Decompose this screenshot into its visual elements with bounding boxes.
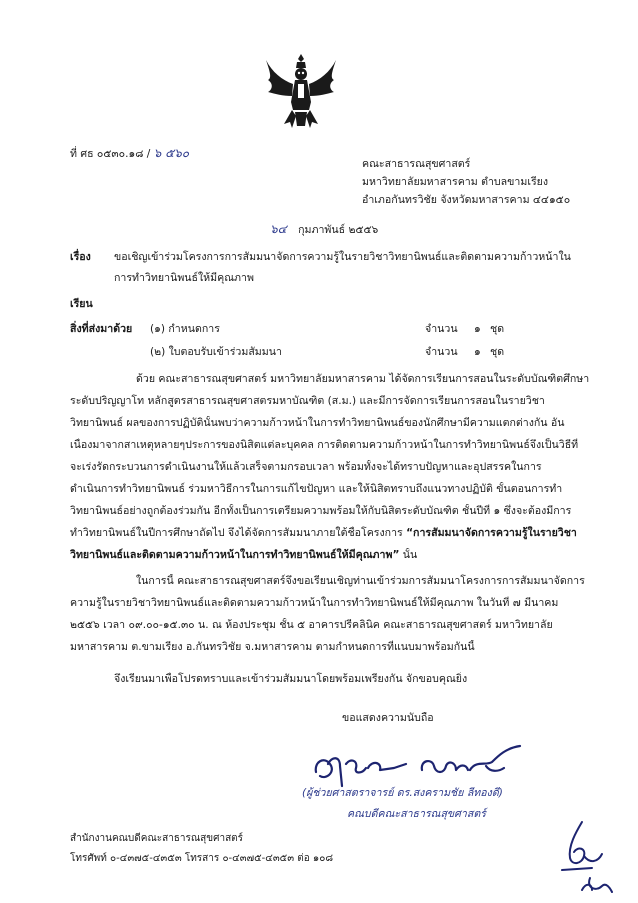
subject-label: เรื่อง	[70, 251, 91, 263]
address-line-2: มหาวิทยาลัยมหาสารคาม ตำบลขามเรียง	[362, 176, 549, 188]
signer-position: คณบดีคณะสาธารณสุขศาสตร์	[347, 808, 486, 820]
body-p1-line-3: วิทยานิพนธ์ ผลของการปฏิบัตินั้นพบว่าความก้าวหน้าในการทำวิทยานิพนธ์ของนักศึกษามีความแตกต่างกัน อัน	[70, 417, 565, 429]
project-title-part-2: วิทยานิพนธ์และติดตามความก้าวหน้าในการทำวิทยานิพนธ์ให้มีคุณภาพ”	[70, 549, 400, 561]
address-line-3: อำเภอกันทรวิชัย จังหวัดมหาสารคาม ๔๔๑๕๐	[362, 194, 571, 206]
signer-name: (ผู้ช่วยศาสตราจารย์ ดร.สงครามชัย ลีทองดี)	[302, 787, 503, 799]
body-p3: จึงเรียนมาเพื่อโปรดทราบและเข้าร่วมสัมมนาโดยพร้อมเพรียงกัน จักขอบคุณยิ่ง	[114, 673, 468, 685]
date-day-handwritten: ๖๔	[270, 222, 287, 236]
subject-line-1: ขอเชิญเข้าร่วมโครงการการสัมมนาจัดการความรู้ในรายวิชาวิทยานิพนธ์และติดตามความก้าวหน้าใน	[114, 251, 571, 263]
footer-phone: โทรศัพท์ ๐-๔๓๗๕-๔๓๕๓ โทรสาร ๐-๔๓๗๕-๔๓๕๓ ต่อ ๑๐๘	[70, 853, 334, 864]
enclosure-item-1-qty-label: จำนวน	[425, 323, 458, 335]
subject-line-2: การทำวิทยานิพนธ์ให้มีคุณภาพ	[114, 272, 254, 284]
body-p1-line-2: ระดับปริญญาโท หลักสูตรสาธารณสุขศาสตรมหาบัณฑิต (ส.ม.) และมีการจัดการเรียนการสอนในรายวิชา	[70, 395, 545, 407]
reference-number-printed: ที่ ศธ ๐๕๓๐.๑๘ /	[70, 148, 154, 160]
body-p1-line-4: เนื่องมาจากสาเหตุหลายๆประการของนิสิตแต่ละบุคคล การติดตามความก้าวหน้าในการทำวิทยานิพนธ์จึงเป็นวิธีที่	[70, 439, 579, 451]
enclosures-label: สิ่งที่ส่งมาด้วย	[70, 323, 133, 335]
enclosure-item-2-qty: ๑	[474, 346, 481, 358]
date-month-year: กุมภาพันธ์ ๒๕๕๖	[298, 224, 379, 236]
enclosure-item-2-unit: ชุด	[490, 346, 505, 358]
body-p1-line-9	[70, 548, 596, 562]
letter-date	[270, 222, 378, 237]
body-p1-line-8	[70, 526, 596, 540]
reference-number-handwritten: ๖ ๕๖๐	[153, 146, 190, 160]
project-title-part-1: “การสัมมนาจัดการความรู้ในรายวิชา	[406, 527, 577, 539]
body-p1-line-6: ดำเนินการทำวิทยานิพนธ์ ร่วมหาวิธีการในการแก้ไขปัญหา และให้นิสิตทราบถึงแนวทางปฏิบัติ ขั้นตอนการทำ	[70, 483, 563, 495]
salutation-label: เรียน	[70, 298, 93, 310]
enclosure-item-2-name: (๒) ใบตอบรับเข้าร่วมสัมมนา	[150, 346, 282, 358]
body-p2-line-2: ความรู้ในรายวิชาวิทยานิพนธ์และติดตามความก้าวหน้าในการทำวิทยานิพนธ์ให้มีคุณภาพ ในวันที่ ๗ มีนาคม	[70, 597, 559, 609]
body-p1-line-5: จะเร่งรัดกระบวนการดำเนินงานให้แล้วเสร็จตามกรอบเวลา พร้อมทั้งจะได้ทราบปัญหาและอุปสรรคในการ	[70, 461, 542, 473]
body-p2-line-4: มหาสารคาม ต.ขามเรียง อ.กันทรวิชัย จ.มหาสารคาม ตามกำหนดการที่แนบมาพร้อมกันนี้	[70, 641, 475, 653]
body-p1-line-7: วิทยานิพนธ์อย่างถูกต้องร่วมกัน อีกทั้งเป็นการเตรียมความพร้อมให้กับนิสิตระดับบัณฑิต ชั้นปีที่ ๑ ซึ่งจะต้องมีการ	[70, 505, 572, 517]
reference-number	[70, 146, 189, 161]
body-p1-line-8-text: ทำวิทยานิพนธ์ในปีการศึกษาถัดไป จึงได้จัดการสัมมนาภายใต้ชื่อโครงการ	[70, 527, 407, 539]
handwritten-initials-icon	[552, 818, 622, 900]
body-p1-line-9-text: นั้น	[399, 549, 418, 561]
body-p2-line-1: ในการนี้ คณะสาธารณสุขศาสตร์จึงขอเรียนเชิญท่านเข้าร่วมการสัมมนาโครงการการสัมมนาจัดการ	[136, 575, 585, 587]
enclosure-item-1-name: (๑) กำหนดการ	[150, 323, 220, 335]
enclosure-item-1-unit: ชุด	[490, 323, 505, 335]
enclosure-item-1-qty: ๑	[474, 323, 481, 335]
footer-office: สำนักงานคณบดีคณะสาธารณสุขศาสตร์	[70, 833, 244, 844]
garuda-emblem-icon	[262, 50, 340, 132]
enclosure-item-2-qty-label: จำนวน	[425, 346, 458, 358]
signature-icon	[310, 742, 530, 790]
closing-regards: ขอแสดงความนับถือ	[342, 712, 434, 724]
address-line-1: คณะสาธารณสุขศาสตร์	[362, 158, 471, 170]
body-p2-line-3: ๒๕๕๖ เวลา ๐๙.๐๐-๑๕.๓๐ น. ณ ห้องประชุม ชั้น ๕ อาคารปรีคลินิค คณะสาธารณสุขศาสตร์ มหาวิทยาลัย	[70, 619, 553, 631]
body-p1-line-1: ด้วย คณะสาธารณสุขศาสตร์ มหาวิทยาลัยมหาสารคาม ได้จัดการเรียนการสอนในระดับบัณฑิตศึกษา	[136, 373, 590, 385]
